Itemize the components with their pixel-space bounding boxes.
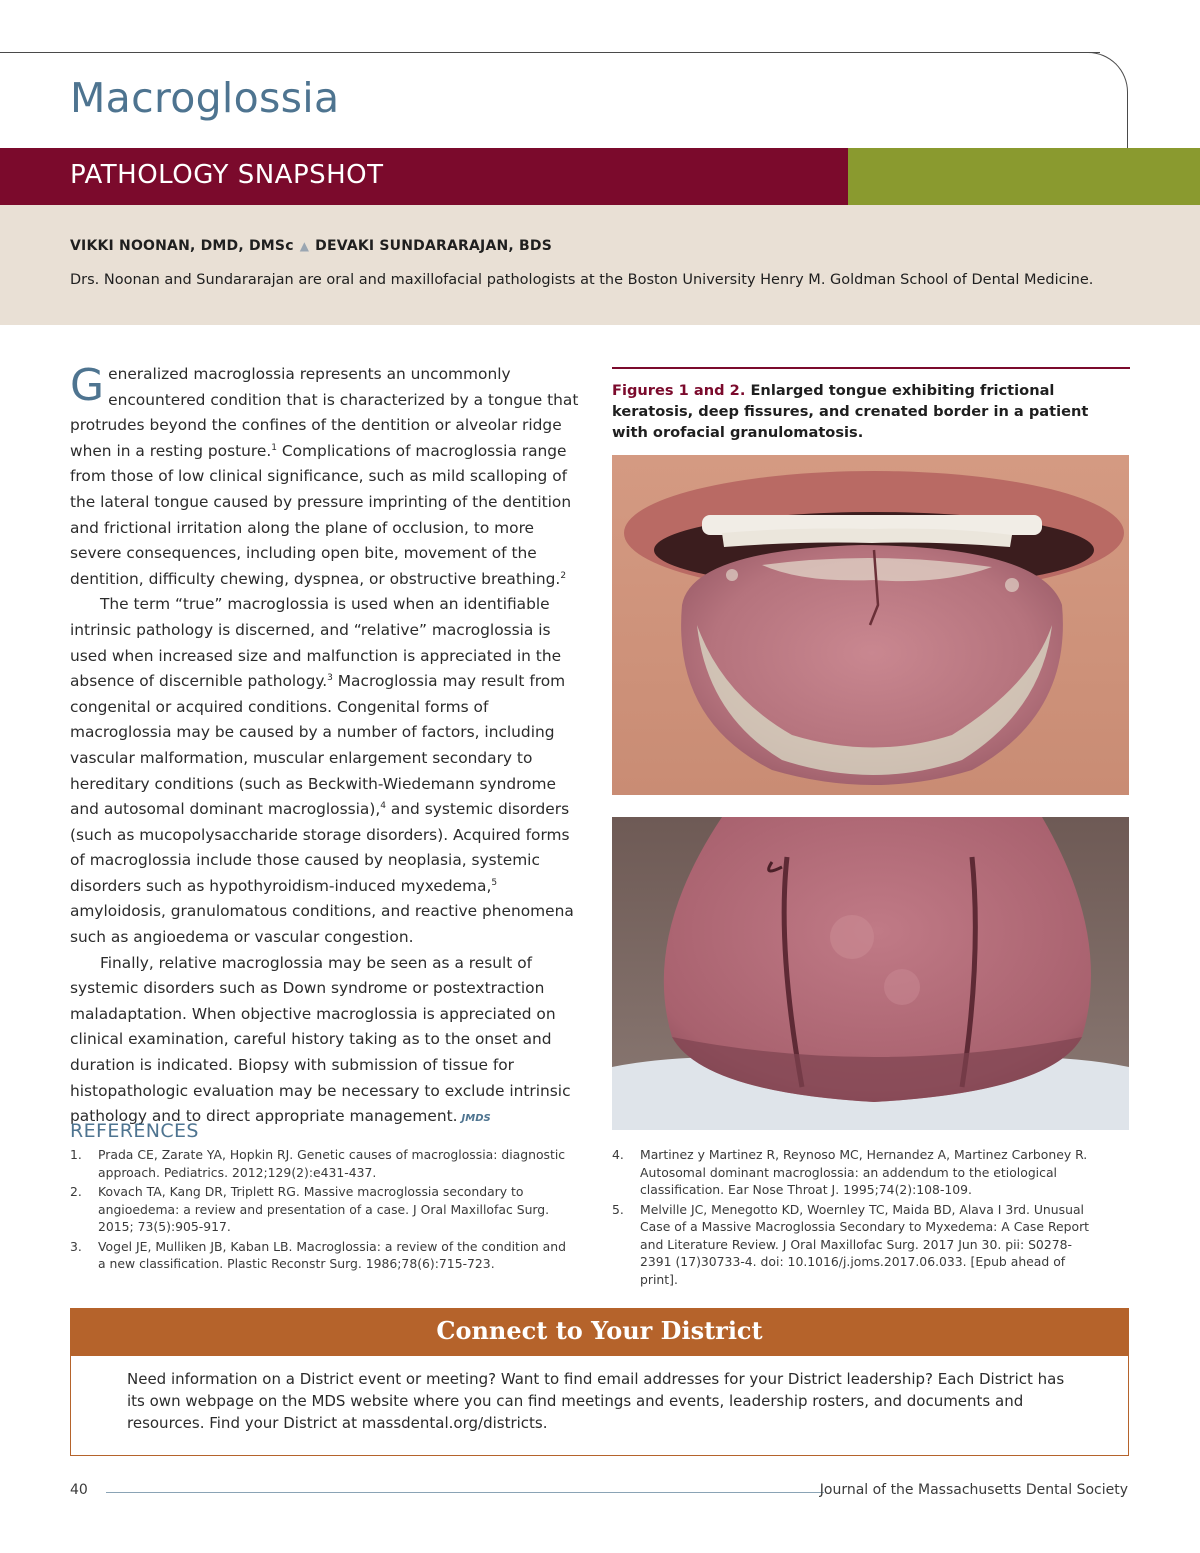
citation-1: 1 (271, 442, 277, 453)
journal-name: Journal of the Massachusetts Dental Society (819, 1482, 1128, 1498)
reference-item (70, 1146, 570, 1181)
reference-item (612, 1146, 1094, 1199)
reference-item (70, 1238, 570, 1273)
citation-4: 4 (380, 800, 386, 811)
connect-body: Need information on a District event or meeting? Want to find email addresses for your District leadership? Each District has its own webpage on the MDS website where you can find meetings and events, leadership rosters, and documents and resources. Find your District at massdental.org/districts. (127, 1370, 1065, 1432)
reference-text: Melville JC, Menegotto KD, Woernley TC, Maida BD, Alava I 3rd. Unusual Case of a Massive Macroglossia Secondary to Myxedema: A Case Report and Literature Review. J Oral Maxillofac Surg. 2017 Jun 30. pii: S0278-2391 (17)30733-4. doi: 10.1016/j.joms.2017.06.033. [Epub ahead of print]. (640, 1201, 1090, 1287)
article-body (70, 362, 582, 1132)
reference-number: 4. (612, 1147, 624, 1162)
reference-number: 1. (70, 1147, 82, 1162)
citation-5: 5 (491, 877, 498, 888)
figure-caption (612, 380, 1122, 443)
figure-label: Figures 1 and 2. (612, 382, 746, 399)
reference-item (70, 1183, 570, 1236)
paragraph-3 (70, 951, 582, 1132)
top-corner-curve (1086, 52, 1128, 152)
paragraph-3-text: Finally, relative macroglossia may be seen as a result of systemic disorders such as Down syndrome or postextraction maladaptation. When objective macroglossia is appreciated on clinical examination, careful history taking as to the onset and duration is indicated. Biopsy with submission of tissue for histopathologic evaluation may be necessary to exclude intrinsic pathology and to direct appropriate management. (70, 953, 571, 1126)
figure-rule (612, 367, 1130, 369)
paragraph-2-text-a: The term “true” macroglossia is used when an identifiable intrinsic pathology is discerned, and “relative” macroglossia is used when increased size and malfunction is appreciated in the absence of discernible pathology. (70, 595, 562, 691)
reference-number: 5. (612, 1201, 624, 1217)
reference-text: Martinez y Martinez R, Reynoso MC, Hernandez A, Martinez Carboney R. Autosomal dominant macroglossia: an addendum to the etiological classification. Ear Nose Throat J. 1995;74(2):108-109. (640, 1147, 1088, 1197)
reference-text: Kovach TA, Kang DR, Triplett RG. Massive macroglossia secondary to angioedema: a review and presentation of a case. J Oral Maxillofac Surg. 2015; 73(5):905-917. (98, 1184, 550, 1234)
paragraph-2-text-d: amyloidosis, granulomatous conditions, and reactive phenomena such as angioedema or vascular congestion. (70, 902, 574, 947)
author-1: VIKKI NOONAN, DMD, DMSc (70, 238, 294, 254)
author-line (70, 238, 552, 254)
figure-2-photo (612, 817, 1129, 1130)
citation-2: 2 (560, 570, 567, 581)
page-number: 40 (70, 1482, 88, 1498)
footer-rule (106, 1492, 824, 1493)
citation-3: 3 (327, 673, 333, 683)
figure-1-photo (612, 455, 1129, 795)
section-label: PATHOLOGY SNAPSHOT (70, 160, 384, 190)
references-list-left (70, 1146, 570, 1275)
references-heading: REFERENCES (70, 1120, 199, 1142)
references-list-right (612, 1146, 1094, 1290)
reference-number: 2. (70, 1184, 82, 1199)
paragraph-2-text-b: Macroglossia may result from congenital or acquired conditions. Congenital forms of macroglossia may be caused by a number of factors, including vascular malformation, muscular enlargement secondary to hereditary conditions (such as Beckwith-Wiedemann syndrome and autosomal dominant macroglossia), (70, 672, 566, 819)
reference-number: 3. (70, 1238, 82, 1254)
paragraph-1-text-a: eneralized macroglossia represents an uncommonly encountered condition that is characterized by a tongue that protrudes beyond the confines of the dentition or alveolar ridge when in a resting posture. (70, 365, 579, 460)
top-rule (0, 52, 1100, 53)
connect-title: Connect to Your District (436, 1316, 763, 1345)
reference-item (612, 1201, 1094, 1289)
triangle-separator-icon: ▲ (299, 239, 310, 253)
reference-text: Prada CE, Zarate YA, Hopkin RJ. Genetic causes of macroglossia: diagnostic approach. Pediatrics. 2012;129(2):e431-437. (98, 1147, 566, 1180)
author-affiliation: Drs. Noonan and Sundararajan are oral and maxillofacial pathologists at the Boston University Henry M. Goldman School of Dental Medicine. (70, 272, 1094, 288)
section-banner-accent (848, 148, 1200, 205)
paragraph-1-text-b: Complications of macroglossia range from those of low clinical significance, such as mild scalloping of the lateral tongue caused by pressure imprinting of the dentition and frictional irritation along the plane of occlusion, to more severe consequences, including open bite, movement of the dentition, difficulty chewing, dyspnea, or obstructive breathing. (70, 441, 572, 588)
figure-caption-text: Enlarged tongue exhibiting frictional keratosis, deep fissures, and crenated border in a patient with orofacial granulomatosis. (612, 382, 1089, 441)
paragraph-2 (70, 592, 582, 950)
drop-cap: G (70, 360, 105, 411)
author-2: DEVAKI SUNDARARAJAN, BDS (315, 238, 552, 254)
author-box (0, 205, 1200, 325)
jmds-end-mark: JMDS (461, 1113, 491, 1125)
paragraph-1 (70, 362, 582, 592)
paragraph-2-text-c: and systemic disorders (such as mucopolysaccharide storage disorders). Acquired forms of macroglossia include those caused by neoplasia, systemic disorders such as hypothyroidism-induced myxedema, (70, 800, 570, 895)
reference-text: Vogel JE, Mulliken JB, Kaban LB. Macroglossia: a review of the condition and a new classification. Plastic Reconstr Surg. 1986;78(6):715-723. (98, 1238, 566, 1271)
page-title: Macroglossia (70, 74, 340, 122)
